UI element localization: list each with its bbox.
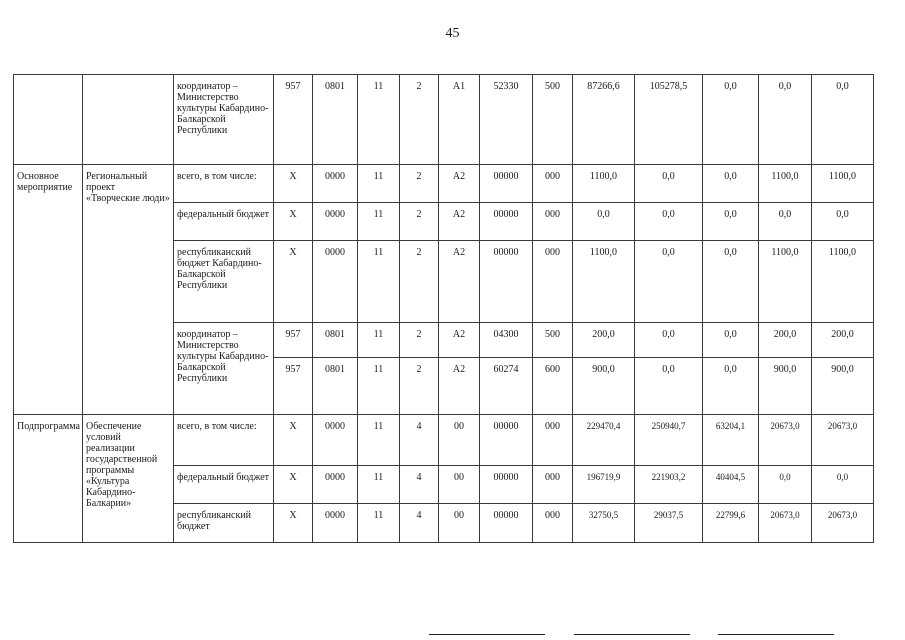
rzpr-cell: 0000 [313,504,358,543]
row-name-cell: Региональный проект «Творческие люди» [83,165,174,415]
amount-cell-2: 0,0 [635,203,703,241]
row-type-cell [14,75,83,165]
om-cell: А2 [439,241,480,323]
executor-cell: всего, в том числе: [174,415,274,466]
amount-cell-5: 1100,0 [812,241,874,323]
table-row [14,415,874,466]
amount-cell-1: 196719,9 [573,466,635,504]
amount-cell-2: 221903,2 [635,466,703,504]
amount-cell-5: 0,0 [812,203,874,241]
amount-cell-5: 1100,0 [812,165,874,203]
rzpr-cell: 0801 [313,358,358,415]
expense-type-cell: 500 [533,323,573,358]
gp-cell: 11 [358,323,400,358]
om-cell: А2 [439,203,480,241]
rzpr-cell: 0000 [313,241,358,323]
rzpr-cell: 0000 [313,165,358,203]
amount-cell-1: 229470,4 [573,415,635,466]
grbs-cell: X [274,203,313,241]
row-type-cell: Основное мероприятие [14,165,83,415]
rzpr-cell: 0801 [313,75,358,165]
direction-cell: 00000 [480,466,533,504]
grbs-cell: 957 [274,75,313,165]
direction-cell: 00000 [480,241,533,323]
gp-cell: 11 [358,415,400,466]
row-name-cell: Обеспечение условий реализации государственной программы «Культура Кабардино-Балкарии» [83,415,174,543]
om-cell: 00 [439,504,480,543]
pgp-cell: 2 [400,165,439,203]
grbs-cell: X [274,415,313,466]
executor-cell: республиканский бюджет Кабардино-Балкарской Республики [174,241,274,323]
amount-cell-3: 0,0 [703,75,759,165]
om-cell: А2 [439,323,480,358]
direction-cell: 00000 [480,203,533,241]
gp-cell: 11 [358,358,400,415]
om-cell: А2 [439,358,480,415]
expense-type-cell: 600 [533,358,573,415]
grbs-cell: X [274,241,313,323]
amount-cell-1: 32750,5 [573,504,635,543]
gp-cell: 11 [358,466,400,504]
grbs-cell: 957 [274,358,313,415]
amount-cell-1: 900,0 [573,358,635,415]
amount-cell-5: 900,0 [812,358,874,415]
expense-type-cell: 000 [533,504,573,543]
rzpr-cell: 0000 [313,466,358,504]
table-row [14,75,874,165]
expense-type-cell: 000 [533,466,573,504]
direction-cell: 00000 [480,415,533,466]
pgp-cell: 2 [400,358,439,415]
amount-cell-5: 200,0 [812,323,874,358]
pgp-cell: 4 [400,466,439,504]
amount-cell-1: 1100,0 [573,165,635,203]
gp-cell: 11 [358,165,400,203]
om-cell: А1 [439,75,480,165]
direction-cell: 52330 [480,75,533,165]
amount-cell-2: 0,0 [635,323,703,358]
budget-table [13,74,874,543]
grbs-cell: X [274,165,313,203]
amount-cell-2: 250940,7 [635,415,703,466]
amount-cell-5: 20673,0 [812,415,874,466]
expense-type-cell: 000 [533,415,573,466]
gp-cell: 11 [358,75,400,165]
signature-line [574,634,690,635]
direction-cell: 04300 [480,323,533,358]
direction-cell: 60274 [480,358,533,415]
grbs-cell: X [274,504,313,543]
rzpr-cell: 0000 [313,203,358,241]
amount-cell-2: 0,0 [635,165,703,203]
table-row [14,165,874,203]
amount-cell-3: 22799,6 [703,504,759,543]
amount-cell-2: 0,0 [635,358,703,415]
amount-cell-2: 105278,5 [635,75,703,165]
pgp-cell: 4 [400,504,439,543]
amount-cell-3: 0,0 [703,165,759,203]
signature-line [718,634,834,635]
direction-cell: 00000 [480,165,533,203]
amount-cell-1: 200,0 [573,323,635,358]
signature-line [429,634,545,635]
rzpr-cell: 0801 [313,323,358,358]
amount-cell-3: 0,0 [703,203,759,241]
amount-cell-4: 20673,0 [759,504,812,543]
om-cell: А2 [439,165,480,203]
amount-cell-4: 200,0 [759,323,812,358]
gp-cell: 11 [358,203,400,241]
amount-cell-4: 900,0 [759,358,812,415]
executor-cell: республиканский бюджет [174,504,274,543]
om-cell: 00 [439,415,480,466]
amount-cell-3: 0,0 [703,241,759,323]
grbs-cell: 957 [274,323,313,358]
amount-cell-3: 40404,5 [703,466,759,504]
expense-type-cell: 500 [533,75,573,165]
expense-type-cell: 000 [533,165,573,203]
rzpr-cell: 0000 [313,415,358,466]
amount-cell-4: 1100,0 [759,165,812,203]
executor-cell: всего, в том числе: [174,165,274,203]
row-type-cell: Подпрограмма [14,415,83,543]
amount-cell-1: 1100,0 [573,241,635,323]
amount-cell-2: 0,0 [635,241,703,323]
page-number: 45 [445,26,460,41]
pgp-cell: 2 [400,203,439,241]
amount-cell-3: 0,0 [703,323,759,358]
amount-cell-5: 0,0 [812,75,874,165]
amount-cell-4: 0,0 [759,75,812,165]
amount-cell-1: 87266,6 [573,75,635,165]
amount-cell-4: 1100,0 [759,241,812,323]
expense-type-cell: 000 [533,241,573,323]
executor-cell: координатор – Министерство культуры Кабардино-Балкарской Республики [174,323,274,415]
amount-cell-3: 63204,1 [703,415,759,466]
executor-cell: координатор – Министерство культуры Кабардино-Балкарской Республики [174,75,274,165]
gp-cell: 11 [358,241,400,323]
amount-cell-4: 0,0 [759,203,812,241]
pgp-cell: 2 [400,75,439,165]
expense-type-cell: 000 [533,203,573,241]
executor-cell: федеральный бюджет [174,203,274,241]
amount-cell-4: 20673,0 [759,415,812,466]
executor-cell: федеральный бюджет [174,466,274,504]
amount-cell-1: 0,0 [573,203,635,241]
amount-cell-5: 20673,0 [812,504,874,543]
grbs-cell: X [274,466,313,504]
om-cell: 00 [439,466,480,504]
pgp-cell: 4 [400,415,439,466]
pgp-cell: 2 [400,241,439,323]
amount-cell-2: 29037,5 [635,504,703,543]
amount-cell-3: 0,0 [703,358,759,415]
row-name-cell [83,75,174,165]
pgp-cell: 2 [400,323,439,358]
direction-cell: 00000 [480,504,533,543]
amount-cell-4: 0,0 [759,466,812,504]
gp-cell: 11 [358,504,400,543]
amount-cell-5: 0,0 [812,466,874,504]
